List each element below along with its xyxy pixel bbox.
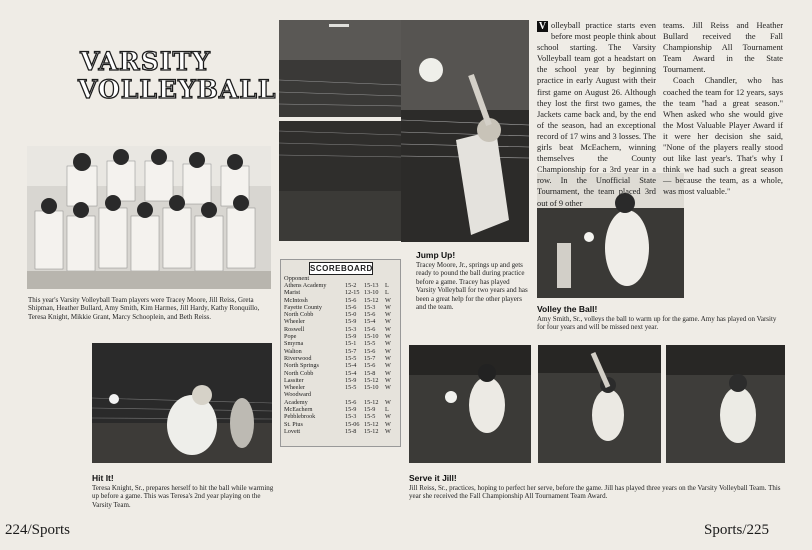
scoreboard-result: W — [385, 376, 391, 384]
scoreboard-row — [284, 333, 398, 340]
jump-up-title: Jump Up! — [416, 250, 456, 260]
scoreboard-score-1: 15-6 — [345, 398, 357, 406]
scoreboard — [280, 259, 401, 447]
scoreboard-opponent: North Springs — [284, 362, 319, 370]
scoreboard-score-1: 15-9 — [345, 333, 357, 341]
article-dropcap: V — [538, 21, 547, 32]
scoreboard-opponent: Smyrna — [284, 340, 304, 348]
scoreboard-row — [284, 421, 398, 428]
scoreboard-score-1: 15-4 — [345, 362, 357, 370]
scoreboard-row — [284, 377, 398, 384]
scoreboard-opponent: North Cobb — [284, 369, 314, 377]
serve-caption: Jill Reiss, Sr., practices, hoping to perfect her serve, before the game. Jill has played three years on the Varsity Volleyball Team. This year she received the Fall Championship All Tournament Team Award. — [409, 484, 781, 501]
scoreboard-opponent: Woodward — [284, 391, 311, 399]
hit-it-caption: Teresa Knight, Sr., prepares herself to hit the ball while warming up before a game. This was Teresa's 2nd year playing on the Varsity Team. — [92, 484, 274, 509]
scoreboard-score-2: 15-9 — [364, 406, 376, 414]
scoreboard-result: L — [385, 282, 389, 289]
scoreboard-opponent: Lassiter — [284, 376, 304, 384]
scoreboard-row — [284, 318, 398, 325]
scoreboard-rows — [284, 282, 398, 435]
scoreboard-opponent: Lovett — [284, 427, 301, 435]
folio-right: Sports/225 — [704, 522, 770, 538]
scoreboard-opponent: Athens Academy — [284, 282, 327, 289]
scoreboard-opponent: Wheeler — [284, 318, 305, 326]
volley-title: Volley the Ball! — [537, 304, 598, 314]
article-col-2-text: teams. Jill Reiss and Heather Bullard received the Fall Championship All Tournament Team Award in the State Tournament. — [663, 21, 783, 75]
scoreboard-score-2: 15-8 — [364, 369, 376, 377]
scoreboard-score-2: 15-6 — [364, 347, 376, 355]
scoreboard-result: W — [385, 398, 391, 406]
scoreboard-score-1: 15-6 — [345, 303, 357, 311]
scoreboard-score-2: 15-13 — [364, 282, 379, 289]
scoreboard-opponent: North Cobb — [284, 311, 314, 319]
scoreboard-opponent: Walton — [284, 347, 302, 355]
scoreboard-result: W — [385, 369, 391, 377]
scoreboard-score-2: 15-5 — [364, 340, 376, 348]
team-caption: This year's Varsity Volleyball Team players were Tracey Moore, Jill Reiss, Greta Shipman, Heather Bullard, Amy Smith, Kim Harmes, Jill Hardy, Kathy Ronquillo, Teresa Knight, Mikkie Grant, Marcy Schooplein, and Beth Reiss. — [28, 296, 260, 321]
article-col-1 — [537, 20, 656, 209]
scoreboard-score-2: 15-10 — [364, 333, 379, 341]
article-col-2-text-b: Coach Chandler, who has coached the team for 12 years, says the team "had a great season." When asked who she would give the Most Valuable Player Award if it were her decision she said, "None of the players really stood out like last year's. That's why I think we had such a great season — because the team, as a whole, was most valuable." — [663, 76, 783, 197]
scoreboard-row — [284, 399, 398, 406]
jump-up-photo-top — [279, 20, 401, 117]
scoreboard-row — [284, 297, 398, 304]
scoreboard-score-2: 15-12 — [364, 296, 379, 304]
scoreboard-result: W — [385, 384, 391, 392]
scoreboard-score-1: 15-5 — [345, 354, 357, 362]
scoreboard-result: L — [385, 406, 389, 414]
scoreboard-score-2: 15-6 — [364, 311, 376, 319]
scoreboard-score-2: 15-5 — [364, 413, 376, 421]
scoreboard-title: SCOREBOARD — [310, 264, 373, 273]
scoreboard-result: W — [385, 340, 391, 348]
scoreboard-score-1: 15-1 — [345, 340, 357, 348]
scoreboard-row — [284, 406, 398, 413]
hit-it-photo — [92, 343, 272, 463]
scoreboard-row — [284, 326, 398, 333]
scoreboard-score-2: 15-3 — [364, 303, 376, 311]
scoreboard-score-1: 15-3 — [345, 413, 357, 421]
scoreboard-result: W — [385, 296, 391, 304]
scoreboard-result: W — [385, 420, 391, 428]
scoreboard-opponent: Pope — [284, 333, 297, 341]
scoreboard-score-1: 15-8 — [345, 427, 357, 435]
scoreboard-result: W — [385, 427, 391, 435]
scoreboard-opponent: Roswell — [284, 325, 305, 333]
scoreboard-score-2: 15-10 — [364, 384, 379, 392]
scoreboard-opponent: Marist — [284, 289, 301, 297]
scoreboard-row — [284, 304, 398, 311]
scoreboard-opponent: St. Pius — [284, 420, 303, 428]
scoreboard-score-1: 15-7 — [345, 347, 357, 355]
scoreboard-score-2: 15-12 — [364, 420, 379, 428]
scoreboard-result: W — [385, 318, 391, 326]
scoreboard-row — [284, 391, 398, 398]
scoreboard-score-1: 15-0 — [345, 311, 357, 319]
scoreboard-row — [284, 362, 398, 369]
scoreboard-score-1: 15-5 — [345, 384, 357, 392]
scoreboard-row — [284, 348, 398, 355]
scoreboard-row — [284, 282, 398, 289]
scoreboard-result: L — [385, 289, 389, 297]
serve-title: Serve it Jill! — [409, 473, 457, 483]
scoreboard-score-2: 15-7 — [364, 354, 376, 362]
scoreboard-score-2: 15-6 — [364, 325, 376, 333]
page-headline — [78, 47, 277, 104]
scoreboard-opponent: McIntosh — [284, 296, 308, 304]
team-photo — [27, 146, 271, 289]
volley-caption: Amy Smith, Sr., volleys the ball to warm up for the game. Amy has played on Varsity for four years and will be missed next year. — [537, 315, 777, 332]
scoreboard-score-1: 15-2 — [345, 282, 357, 289]
scoreboard-opponent: Academy — [284, 398, 308, 406]
scoreboard-result: W — [385, 413, 391, 421]
serve-photo-1 — [409, 345, 531, 463]
scoreboard-score-2: 15-12 — [364, 427, 379, 435]
scoreboard-row — [284, 355, 398, 362]
scoreboard-score-1: 15-06 — [345, 420, 360, 428]
scoreboard-row — [284, 384, 398, 391]
jump-up-caption: Tracey Moore, Jr., springs up and gets ready to pound the ball during practice before a game. Tracey has played Varsity Volleyball for two years and has been a great help for the other players and the team. — [416, 261, 528, 312]
scoreboard-score-1: 15-6 — [345, 296, 357, 304]
hit-it-title: Hit It! — [92, 473, 114, 483]
scoreboard-header: Opponent — [284, 275, 310, 282]
scoreboard-opponent: Riverwood — [284, 354, 312, 362]
scoreboard-result: W — [385, 354, 391, 362]
scoreboard-score-2: 15-12 — [364, 376, 379, 384]
scoreboard-score-2: 15-12 — [364, 398, 379, 406]
scoreboard-score-2: 15-6 — [364, 362, 376, 370]
scoreboard-score-1: 15-9 — [345, 318, 357, 326]
scoreboard-row — [284, 413, 398, 420]
scoreboard-score-1: 15-4 — [345, 369, 357, 377]
scoreboard-opponent: Wheeler — [284, 384, 305, 392]
serve-photo-2 — [538, 345, 661, 463]
scoreboard-row — [284, 370, 398, 377]
scoreboard-row — [284, 311, 398, 318]
folio-left: 224/Sports — [5, 522, 71, 538]
scoreboard-result: W — [385, 347, 391, 355]
headline-line-2: VOLLEYBALL — [78, 75, 277, 104]
jump-up-photo-main — [401, 20, 529, 242]
scoreboard-opponent: Pebblebrook — [284, 413, 316, 421]
scoreboard-score-2: 13-10 — [364, 289, 379, 297]
scoreboard-score-1: 15-3 — [345, 325, 357, 333]
article-col-1-text: olleyball practice starts even before most people think about school starting. The Varsity Volleyball team got a headstart on the school year by beginning practice in early August with their first game on August 26. Although they lost the first two games, the Jackets came back and, by the end of the season, had an exceptional record of 17 wins and 3 losses. The girls beat McEachern, winning themselves the County Championship for a 3rd year in a row. In the Unofficial State Tournament, the team placed 3rd out of 9 other — [537, 21, 656, 208]
scoreboard-row — [284, 428, 398, 435]
jump-up-photo-bottom — [279, 121, 401, 241]
serve-photo-3 — [666, 345, 785, 463]
scoreboard-result: W — [385, 333, 391, 341]
scoreboard-opponent: Fayette County — [284, 303, 322, 311]
scoreboard-result: W — [385, 325, 391, 333]
scoreboard-score-1: 15-9 — [345, 376, 357, 384]
scoreboard-row — [284, 289, 398, 296]
scoreboard-score-1: 12-15 — [345, 289, 360, 297]
article-col-2 — [663, 20, 783, 198]
scoreboard-score-1: 15-9 — [345, 406, 357, 414]
scoreboard-result: W — [385, 303, 391, 311]
scoreboard-score-2: 15-4 — [364, 318, 376, 326]
scoreboard-result: W — [385, 362, 391, 370]
headline-line-1: VARSITY — [80, 47, 211, 76]
scoreboard-row — [284, 340, 398, 347]
scoreboard-opponent: McEachern — [284, 406, 313, 414]
scoreboard-result: W — [385, 311, 391, 319]
